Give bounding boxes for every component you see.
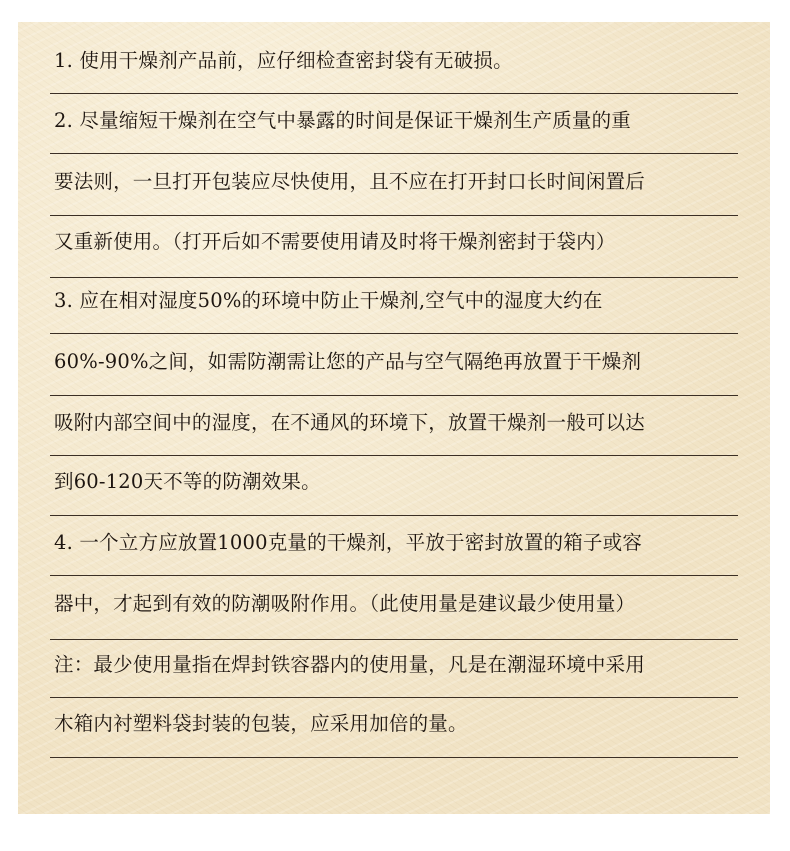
- divider: [50, 215, 738, 216]
- text-line-6: 60%-90%之间，如需防潮需让您的产品与空气隔绝再放置于干燥剂: [54, 350, 642, 373]
- divider: [50, 757, 738, 758]
- divider: [50, 575, 738, 576]
- text-line-9: 4. 一个立方应放置1000克量的干燥剂，平放于密封放置的箱子或容: [54, 531, 643, 554]
- text-line-5: 3. 应在相对湿度50%的环境中防止干燥剂,空气中的湿度大约在: [54, 289, 603, 312]
- notice-panel: [18, 22, 770, 814]
- text-line-4: 又重新使用。（打开后如不需要使用请及时将干燥剂密封于袋内）: [54, 230, 616, 253]
- divider: [50, 639, 738, 640]
- divider: [50, 395, 738, 396]
- text-line-8: 到60-120天不等的防潮效果。: [54, 470, 321, 493]
- divider: [50, 515, 738, 516]
- text-line-12: 木箱内衬塑料袋封装的包装，应采用加倍的量。: [54, 712, 468, 735]
- text-line-1: 1. 使用干燥剂产品前，应仔细检查密封袋有无破损。: [54, 49, 513, 72]
- text-line-2: 2. 尽量缩短干燥剂在空气中暴露的时间是保证干燥剂生产质量的重: [54, 109, 632, 132]
- divider: [50, 455, 738, 456]
- divider: [50, 93, 738, 94]
- text-line-7: 吸附内部空间中的湿度，在不通风的环境下，放置干燥剂一般可以达: [54, 411, 646, 434]
- divider: [50, 333, 738, 334]
- divider: [50, 277, 738, 278]
- text-line-11: 注：最少使用量指在焊封铁容器内的使用量，凡是在潮湿环境中采用: [54, 653, 646, 676]
- text-line-10: 器中，才起到有效的防潮吸附作用。（此使用量是建议最少使用量）: [54, 592, 636, 615]
- divider: [50, 697, 738, 698]
- text-line-3: 要法则，一旦打开包装应尽快使用，且不应在打开封口长时间闲置后: [54, 170, 646, 193]
- divider: [50, 153, 738, 154]
